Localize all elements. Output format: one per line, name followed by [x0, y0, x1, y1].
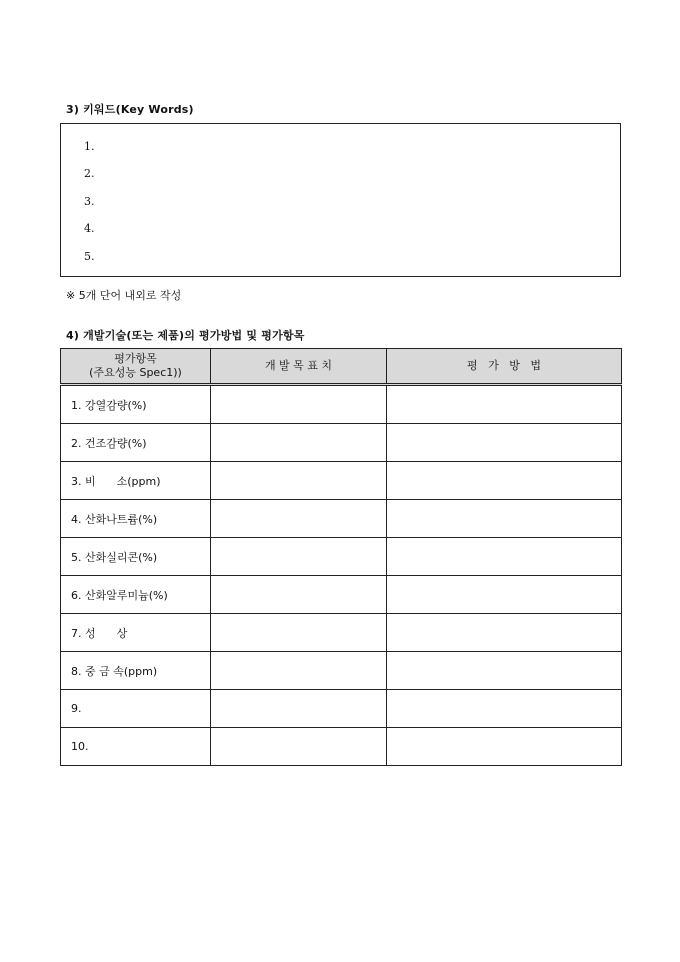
table-row	[61, 462, 622, 500]
eval-method-cell[interactable]	[387, 690, 622, 728]
target-value-cell[interactable]	[211, 385, 387, 424]
table-row	[61, 576, 622, 614]
eval-item-cell: 3. 비 소(ppm)	[61, 462, 211, 500]
eval-item-cell: 8. 중 금 속(ppm)	[61, 652, 211, 690]
target-value-cell[interactable]	[211, 728, 387, 766]
eval-item-cell: 6. 산화알루미늄(%)	[61, 576, 211, 614]
header-eval-item-line2: (주요성능 Spec1))	[89, 366, 182, 379]
eval-method-cell[interactable]	[387, 728, 622, 766]
keyword-item-2: 2.	[84, 167, 95, 180]
eval-item-cell: 1. 강열감량(%)	[61, 385, 211, 424]
table-row	[61, 652, 622, 690]
target-value-cell[interactable]	[211, 500, 387, 538]
header-eval-item	[61, 349, 211, 385]
eval-method-cell[interactable]	[387, 538, 622, 576]
eval-item-cell: 9.	[61, 690, 211, 728]
keywords-section-title: 3) 키워드(Key Words)	[66, 103, 194, 116]
target-value-cell[interactable]	[211, 424, 387, 462]
table-row	[61, 385, 622, 424]
target-value-cell[interactable]	[211, 652, 387, 690]
header-eval-method: 평 가 방 법	[387, 349, 622, 385]
eval-method-cell[interactable]	[387, 576, 622, 614]
table-row	[61, 424, 622, 462]
table-row	[61, 690, 622, 728]
eval-item-cell: 7. 성 상	[61, 614, 211, 652]
target-value-cell[interactable]	[211, 462, 387, 500]
keywords-note: ※ 5개 단어 내외로 작성	[66, 289, 182, 302]
target-value-cell[interactable]	[211, 690, 387, 728]
target-value-cell[interactable]	[211, 614, 387, 652]
header-eval-item-line1: 평가항목	[114, 352, 157, 365]
evaluation-section-title: 4) 개발기술(또는 제품)의 평가방법 및 평가항목	[66, 329, 305, 342]
table-header-row	[61, 349, 622, 385]
eval-method-cell[interactable]	[387, 424, 622, 462]
eval-method-cell[interactable]	[387, 652, 622, 690]
table-row	[61, 538, 622, 576]
keywords-box	[60, 123, 621, 277]
eval-method-cell[interactable]	[387, 462, 622, 500]
table-row	[61, 728, 622, 766]
keyword-item-3: 3.	[84, 195, 95, 208]
eval-item-cell: 4. 산화나트륨(%)	[61, 500, 211, 538]
keyword-item-1: 1.	[84, 140, 95, 153]
evaluation-table-body	[61, 385, 622, 766]
target-value-cell[interactable]	[211, 538, 387, 576]
keyword-item-4: 4.	[84, 222, 95, 235]
eval-item-cell: 2. 건조감량(%)	[61, 424, 211, 462]
eval-method-cell[interactable]	[387, 614, 622, 652]
table-row	[61, 500, 622, 538]
eval-item-cell: 10.	[61, 728, 211, 766]
header-target-value: 개 발 목 표 치	[211, 349, 387, 385]
target-value-cell[interactable]	[211, 576, 387, 614]
eval-method-cell[interactable]	[387, 385, 622, 424]
evaluation-table	[60, 348, 622, 766]
eval-item-cell: 5. 산화실리콘(%)	[61, 538, 211, 576]
keyword-item-5: 5.	[84, 250, 95, 263]
table-row	[61, 614, 622, 652]
eval-method-cell[interactable]	[387, 500, 622, 538]
